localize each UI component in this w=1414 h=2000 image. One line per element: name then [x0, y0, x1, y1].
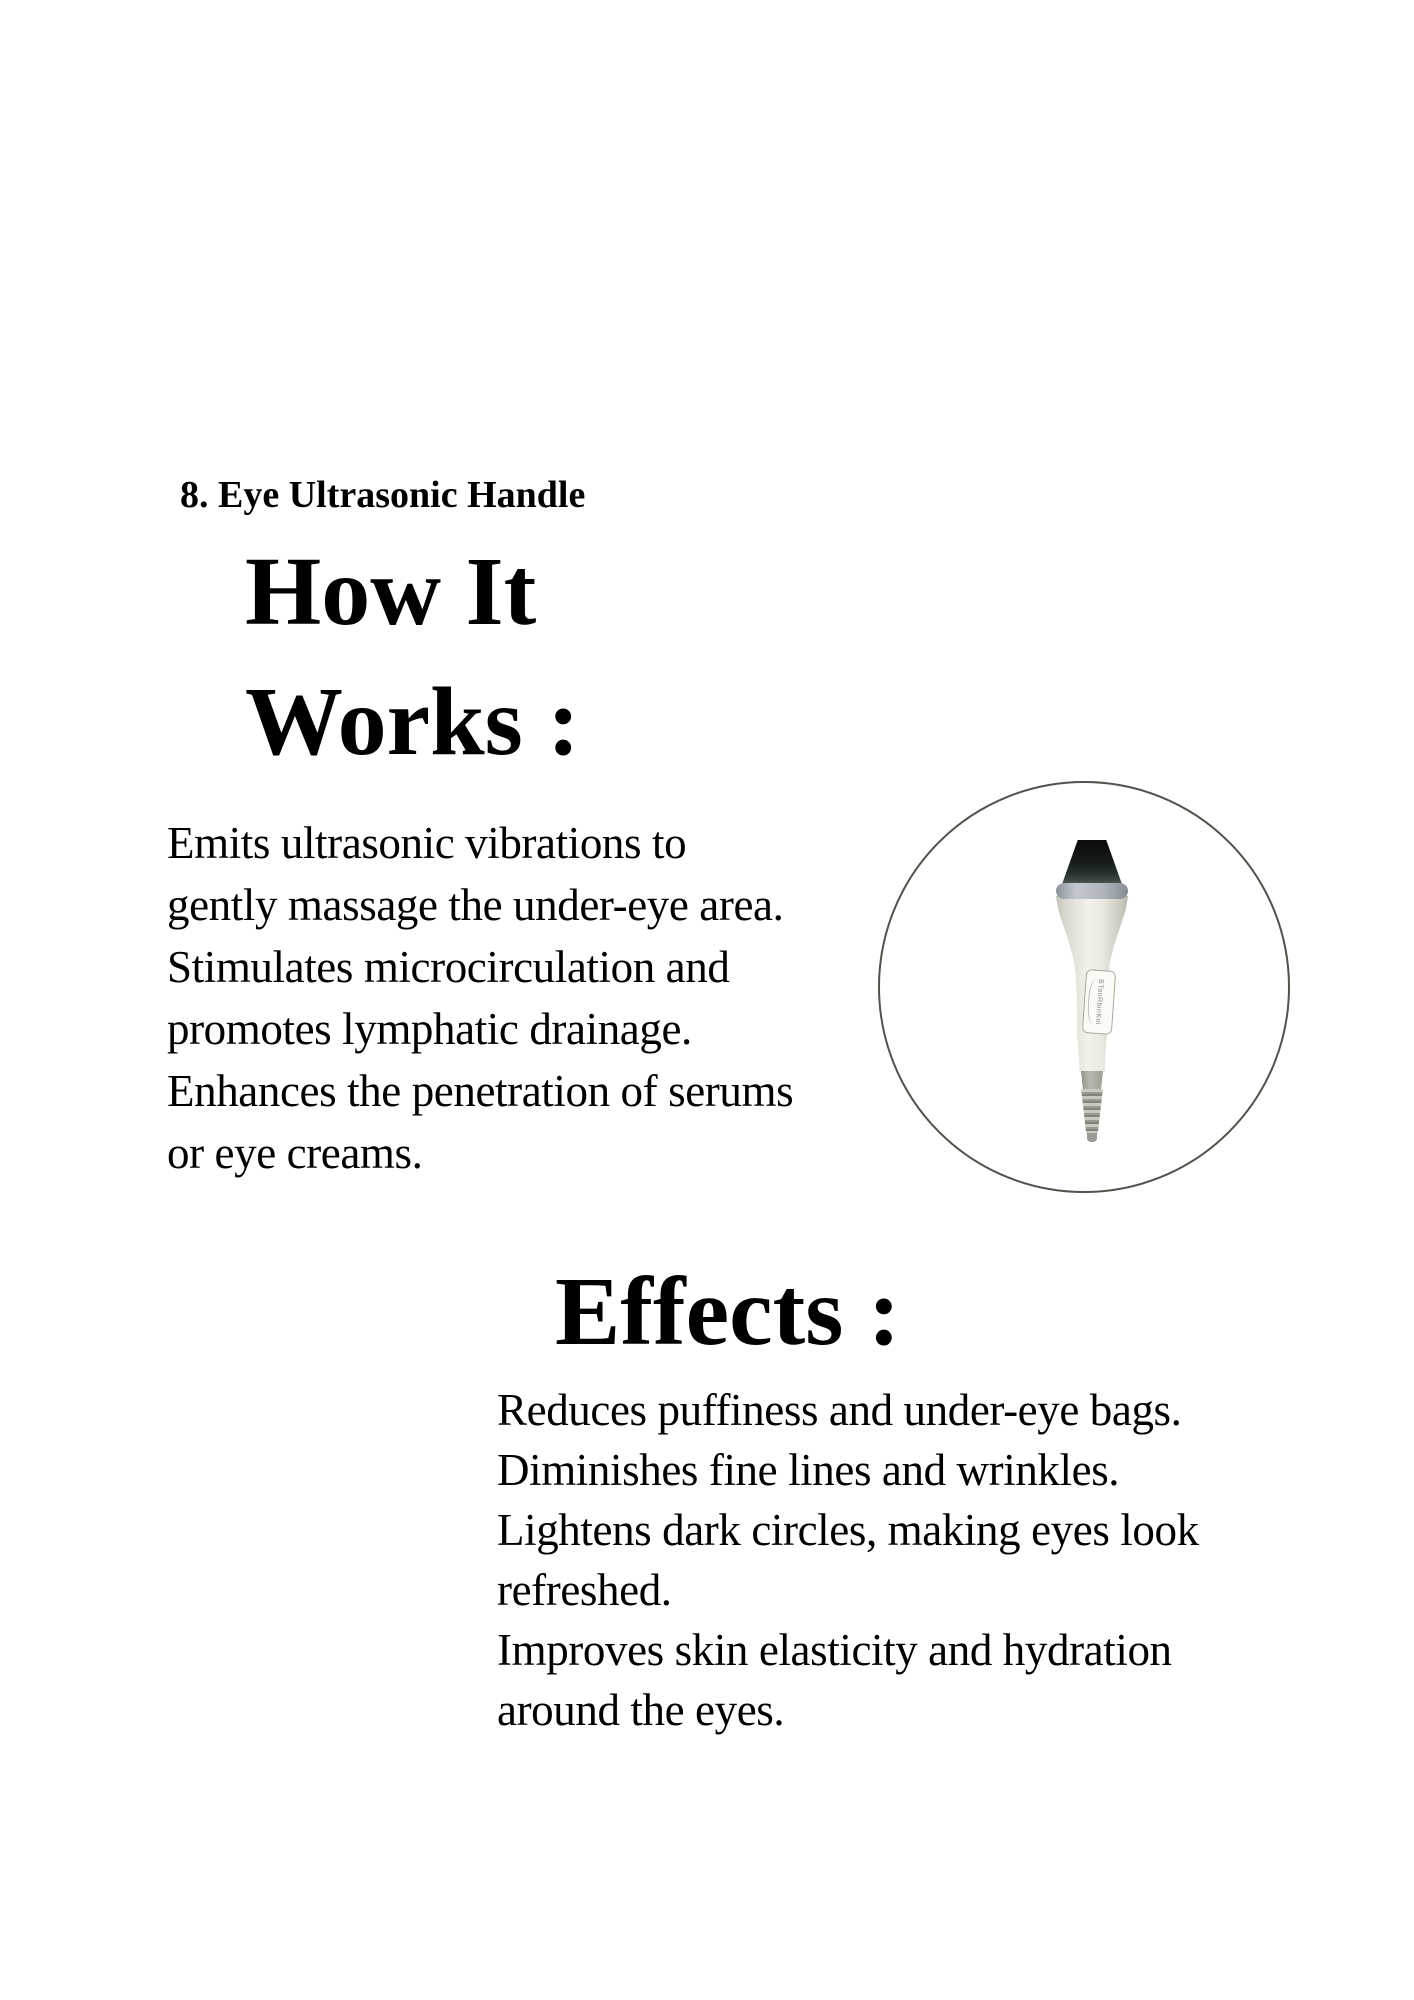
device-cable-tip — [1087, 1133, 1097, 1142]
paragraph-line: or eye creams. — [167, 1128, 423, 1178]
device-brand-label-text: BTaoRbinKol — [1093, 978, 1105, 1026]
paragraph-line: around the eyes. — [497, 1685, 785, 1735]
how-it-works-heading-line2: Works : — [245, 668, 580, 776]
effects-paragraph — [497, 1380, 1199, 1740]
device-cable-connector — [1080, 1071, 1104, 1089]
device-collar-band — [1056, 883, 1128, 899]
device-brand-label — [1082, 969, 1116, 1035]
paragraph-line: Emits ultrasonic vibrations to — [167, 818, 687, 868]
how-it-works-heading — [245, 527, 580, 787]
paragraph-line: Stimulates microcirculation and — [167, 942, 730, 992]
paragraph-line: refreshed. — [497, 1565, 672, 1615]
paragraph-line: promotes lymphatic drainage. — [167, 1004, 692, 1054]
effects-heading: Effects : — [555, 1258, 901, 1366]
paragraph-line: Diminishes fine lines and wrinkles. — [497, 1445, 1120, 1495]
paragraph-line: Lightens dark circles, making eyes look — [497, 1505, 1199, 1555]
how-it-works-paragraph — [167, 812, 793, 1184]
section-title: 8. Eye Ultrasonic Handle — [180, 474, 586, 516]
paragraph-line: Improves skin elasticity and hydration — [497, 1625, 1172, 1675]
paragraph-line: gently massage the under-eye area. — [167, 880, 784, 930]
paragraph-line: Enhances the penetration of serums — [167, 1066, 794, 1116]
paragraph-line: Reduces puffiness and under-eye bags. — [497, 1385, 1182, 1435]
how-it-works-heading-line1: How It — [245, 538, 537, 646]
